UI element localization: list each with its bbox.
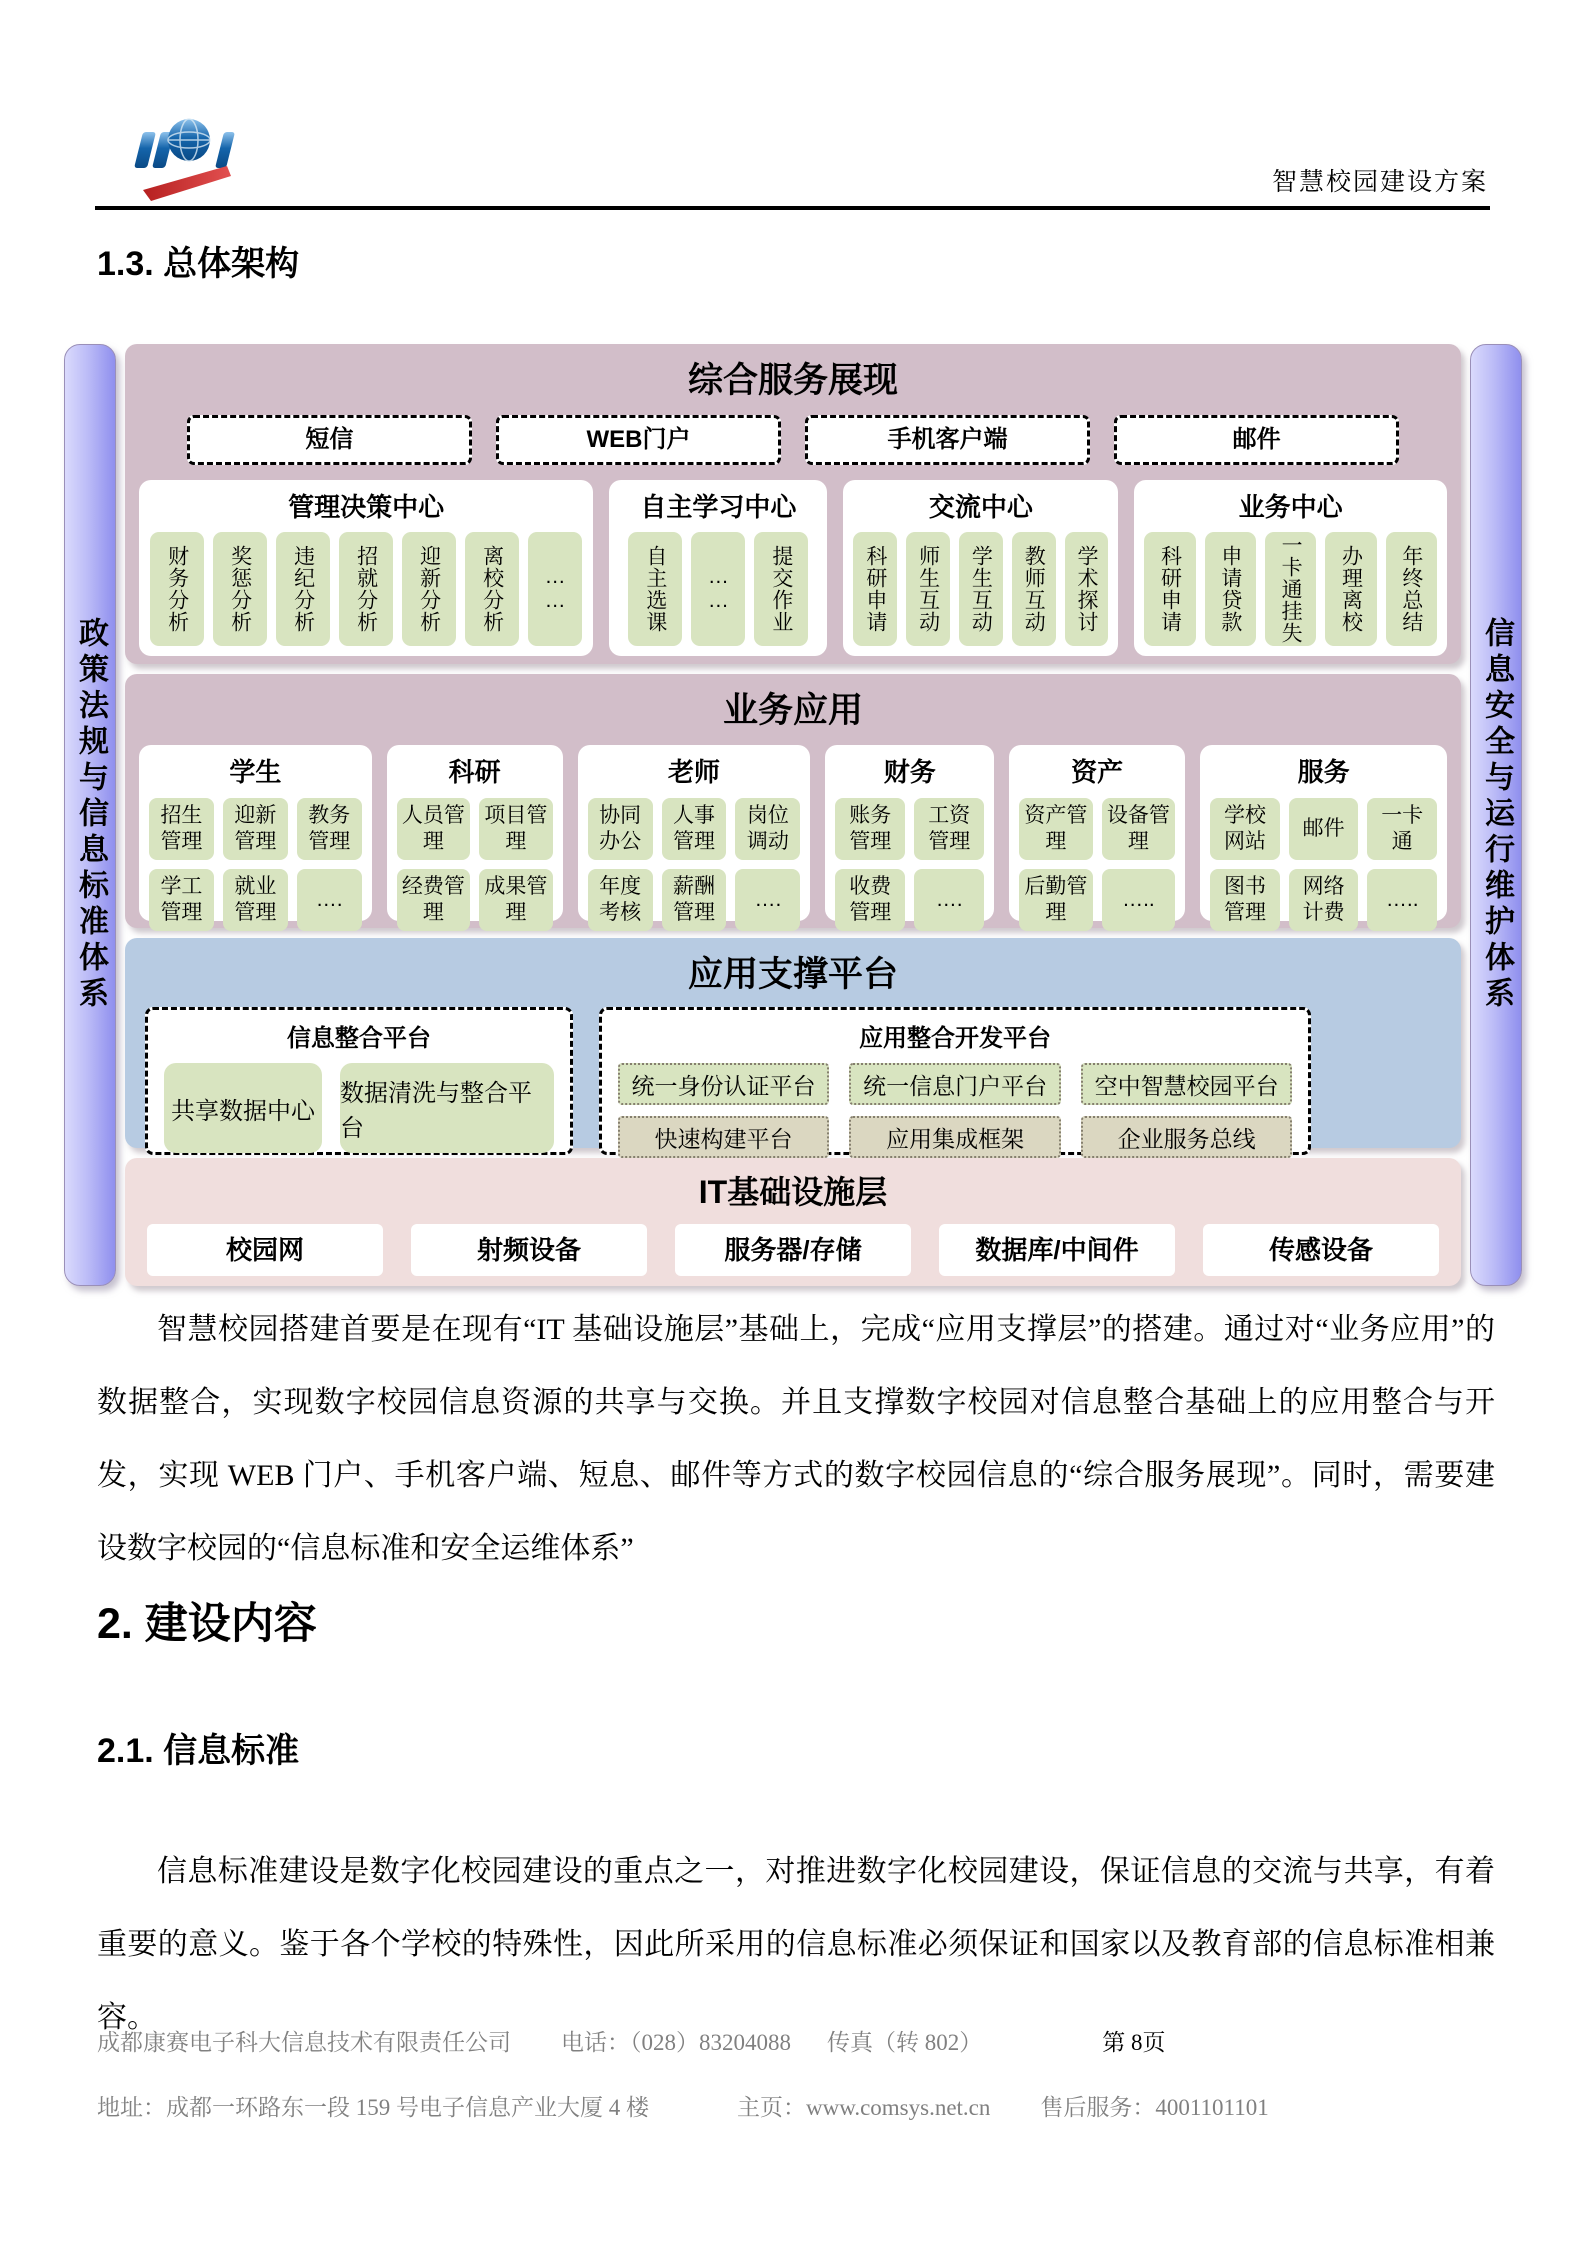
center-item-label: 学生互动 — [969, 545, 993, 633]
center-item — [1012, 532, 1056, 646]
group-title: 科研 — [448, 757, 501, 787]
channel-mobile-client: 手机客户端 — [805, 415, 1090, 465]
section-heading-1-3: 1.3. 总体架构 — [97, 245, 300, 283]
group-cell: 一卡通 — [1367, 798, 1437, 860]
center-item-label: 一卡通挂失 — [1279, 534, 1303, 644]
platform-pill: 快速构建平台 — [618, 1116, 830, 1158]
center-item — [1386, 532, 1437, 646]
group-cell: 工资管理 — [914, 798, 984, 860]
diagram-main — [125, 344, 1461, 1286]
group-cell: …. — [914, 869, 984, 931]
group-services — [1200, 745, 1447, 924]
paragraph-overview: 智慧校园搭建首要是在现有“IT 基础设施层”基础上，完成“应用支撑层”的搭建。通过对“业务应用”的数据整合，实现数字校园信息资源的共享与交换。并且支撑数字校园对信息整合基础上的应用整合与开发，实现 WEB 门户、手机客户端、短息、邮件等方式的数字校园信息的“综合服务展现”。同时，需要建设数字校园的“信息标准和安全运维体系” — [97, 1313, 1495, 1565]
center-item-label: 离校分析 — [480, 545, 504, 633]
group-teachers — [578, 745, 811, 924]
channel-web-portal: WEB门户 — [496, 415, 781, 465]
group-grid — [397, 798, 553, 931]
platform-title: 应用支撑平台 — [687, 955, 898, 994]
infrastructure-item: 数据库/中间件 — [939, 1224, 1175, 1276]
group-cell: 教务管理 — [297, 798, 362, 860]
page-footer — [97, 2024, 1495, 2154]
paragraph-info-standard: 信息标准建设是数字化校园建设的重点之一，对推进数字化校园建设，保证信息的交流与共享，有着重要的意义。鉴于各个学校的特殊性，因此所采用的信息标准必须保证和国家以及教育部的信息标准相兼容。 — [97, 1855, 1495, 2034]
document-title: 智慧校园建设方案 — [1271, 168, 1488, 196]
group-students — [139, 745, 372, 924]
group-grid — [1019, 798, 1175, 931]
group-title: 老师 — [667, 757, 720, 787]
integration-item: 共享数据中心 — [164, 1063, 322, 1153]
right-security-bar-label: 信息安全与运行维护体系 — [1480, 617, 1513, 1013]
center-title: 管理决策中心 — [288, 492, 445, 522]
group-cell: …. — [735, 869, 800, 931]
integration-item: 数据清洗与整合平台 — [340, 1063, 554, 1153]
platform-pill: 应用集成框架 — [849, 1116, 1061, 1158]
center-item-label: 科研申请 — [863, 545, 887, 633]
group-title: 财务 — [883, 757, 936, 787]
channel-row — [139, 403, 1447, 465]
integration-items — [164, 1063, 554, 1153]
development-row — [618, 1116, 1293, 1158]
center-item — [628, 532, 682, 646]
development-row — [618, 1063, 1293, 1105]
information-integration-platform — [145, 1007, 573, 1155]
center-item-label: …… — [706, 565, 730, 613]
center-title: 业务中心 — [1238, 492, 1343, 522]
right-security-bar — [1470, 344, 1522, 1286]
footer-line-2 — [97, 2089, 1495, 2122]
group-cell: …. — [297, 869, 362, 931]
center-item — [1265, 532, 1316, 646]
center-item — [276, 532, 330, 646]
group-cell: 就业管理 — [223, 869, 288, 931]
section-heading-2-1: 2.1. 信息标准 — [97, 1732, 300, 1770]
platform-pill: 企业服务总线 — [1081, 1116, 1293, 1158]
group-cell: 后勤管理 — [1019, 869, 1092, 931]
group-grid — [1210, 798, 1437, 931]
group-grid — [149, 798, 362, 931]
group-cell: 迎新管理 — [223, 798, 288, 860]
group-research — [387, 745, 563, 924]
platform-pill: 统一身份认证平台 — [618, 1063, 830, 1105]
center-item-label: 财务分析 — [165, 545, 189, 633]
center-item — [1205, 532, 1256, 646]
center-item — [691, 532, 745, 646]
group-cell: 招生管理 — [149, 798, 214, 860]
center-item — [213, 532, 267, 646]
center-item-label: 奖惩分析 — [228, 545, 252, 633]
center-item — [150, 532, 204, 646]
platform-pill: 空中智慧校园平台 — [1081, 1063, 1293, 1105]
group-title: 服务 — [1297, 757, 1350, 787]
business-application-layer — [125, 674, 1461, 928]
page-number: 第 8页 — [1102, 2030, 1166, 2055]
center-item-label: 违纪分析 — [291, 545, 315, 633]
group-finance — [825, 745, 994, 924]
group-assets — [1009, 745, 1185, 924]
application-support-platform — [125, 938, 1461, 1152]
infrastructure-item: 传感设备 — [1203, 1224, 1439, 1276]
center-item-label: 师生互动 — [916, 545, 940, 633]
integration-title: 信息整合平台 — [286, 1025, 431, 1052]
center-item-label: 招就分析 — [354, 545, 378, 633]
group-cell: 项目管理 — [479, 798, 552, 860]
footer-company: 成都康赛电子科大信息技术有限责任公司 — [97, 2030, 511, 2055]
group-cell: ….. — [1102, 869, 1175, 931]
group-cell: ….. — [1367, 869, 1437, 931]
group-cell: 协同办公 — [588, 798, 653, 860]
group-cell: 年度考核 — [588, 869, 653, 931]
footer-homepage: 主页：www.comsys.net.cn — [737, 2095, 991, 2120]
center-items — [149, 532, 583, 646]
center-item — [754, 532, 808, 646]
center-item — [1065, 532, 1109, 646]
group-cell: 岗位调动 — [735, 798, 800, 860]
business-layer-title: 业务应用 — [722, 691, 863, 730]
center-item-label: 年终总结 — [1399, 545, 1423, 633]
architecture-diagram — [64, 344, 1522, 1286]
footer-phone: 电话：（028）83204088 — [561, 2030, 791, 2055]
center-item — [339, 532, 393, 646]
group-cell: 人事管理 — [662, 798, 727, 860]
it-infrastructure-layer — [125, 1158, 1461, 1286]
group-cell: 网络计费 — [1289, 869, 1359, 931]
presentation-layer — [125, 344, 1461, 664]
center-item-label: 办理离校 — [1339, 545, 1363, 633]
center-item — [465, 532, 519, 646]
footer-service: 售后服务：4001101101 — [1040, 2095, 1269, 2120]
center-title: 交流中心 — [928, 492, 1033, 522]
page-header — [95, 106, 1490, 210]
center-item-label: 科研申请 — [1158, 545, 1182, 633]
development-title: 应用整合开发平台 — [859, 1025, 1052, 1052]
group-cell: 邮件 — [1289, 798, 1359, 860]
center-management-decision — [139, 480, 593, 656]
center-item — [402, 532, 456, 646]
group-title: 资产 — [1071, 757, 1124, 787]
center-business — [1134, 480, 1447, 656]
group-cell: 账务管理 — [835, 798, 905, 860]
platform-pill: 统一信息门户平台 — [849, 1063, 1061, 1105]
group-cell: 设备管理 — [1102, 798, 1175, 860]
center-self-learning — [609, 480, 827, 656]
channel-sms: 短信 — [187, 415, 472, 465]
group-cell: 人员管理 — [397, 798, 470, 860]
group-grid — [835, 798, 984, 931]
center-item-label: 教师互动 — [1022, 545, 1046, 633]
center-item-label: 自主选课 — [643, 545, 667, 633]
application-integration-dev-platform — [599, 1007, 1312, 1155]
group-cell: 资产管理 — [1019, 798, 1092, 860]
infrastructure-items — [143, 1224, 1443, 1276]
center-items — [619, 532, 817, 646]
group-cell: 经费管理 — [397, 869, 470, 931]
center-item-label: 迎新分析 — [417, 545, 441, 633]
center-items — [853, 532, 1108, 646]
center-item-label: …… — [543, 565, 567, 613]
group-cell: 收费管理 — [835, 869, 905, 931]
group-cell: 图书管理 — [1210, 869, 1280, 931]
infrastructure-title: IT基础设施层 — [698, 1174, 888, 1210]
center-cards-row — [139, 480, 1447, 656]
group-cell: 薪酬管理 — [662, 869, 727, 931]
platform-row — [141, 1007, 1445, 1155]
infrastructure-item: 射频设备 — [411, 1224, 647, 1276]
footer-line-1 — [97, 2024, 1495, 2057]
left-policy-bar-label: 政策法规与信息标准体系 — [74, 617, 107, 1013]
group-cell: 学工管理 — [149, 869, 214, 931]
section-heading-2: 2. 建设内容 — [97, 1600, 317, 1648]
group-cell: 成果管理 — [479, 869, 552, 931]
center-communication — [843, 480, 1118, 656]
group-title: 学生 — [229, 757, 282, 787]
center-item — [1144, 532, 1195, 646]
center-item — [906, 532, 950, 646]
center-title: 自主学习中心 — [640, 492, 797, 522]
footer-fax: 传真（转 802） — [827, 2030, 983, 2055]
left-policy-bar — [64, 344, 116, 1286]
business-groups-row — [139, 745, 1447, 924]
group-grid — [588, 798, 801, 931]
center-item — [528, 532, 582, 646]
center-item-label: 申请贷款 — [1218, 545, 1242, 633]
center-item-label: 提交作业 — [769, 545, 793, 633]
center-item — [853, 532, 897, 646]
center-items — [1144, 532, 1437, 646]
infrastructure-item: 校园网 — [147, 1224, 383, 1276]
presentation-layer-title: 综合服务展现 — [687, 361, 898, 400]
center-item — [1325, 532, 1376, 646]
infrastructure-item: 服务器/存储 — [675, 1224, 911, 1276]
footer-address: 地址：成都一环路东一段 159 号电子信息产业大厦 4 楼 — [97, 2095, 649, 2120]
group-cell: 学校网站 — [1210, 798, 1280, 860]
channel-email: 邮件 — [1114, 415, 1399, 465]
company-logo-icon — [127, 108, 235, 209]
center-item — [959, 532, 1003, 646]
center-item-label: 学术探讨 — [1074, 545, 1098, 633]
